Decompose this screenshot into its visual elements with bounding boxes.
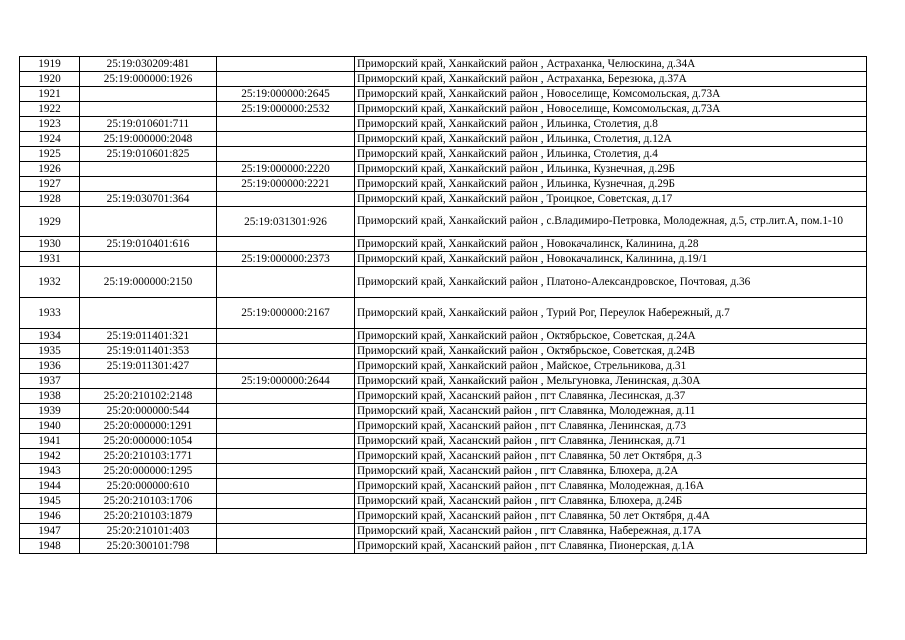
row-number-cell: 1944 bbox=[20, 479, 80, 494]
table-row bbox=[20, 177, 867, 192]
cadastral-number-alt-cell bbox=[217, 434, 355, 449]
cadastral-number-cell: 25:19:010601:711 bbox=[80, 117, 217, 132]
cadastral-number-cell bbox=[80, 177, 217, 192]
row-number-cell: 1940 bbox=[20, 419, 80, 434]
cadastral-number-alt-cell: 25:19:000000:2532 bbox=[217, 102, 355, 117]
row-number-cell: 1936 bbox=[20, 359, 80, 374]
row-number-cell: 1919 bbox=[20, 57, 80, 72]
table-row bbox=[20, 267, 867, 298]
address-cell: Приморский край, Ханкайский район , Ильинка, Столетия, д.12А bbox=[355, 132, 867, 147]
table-row bbox=[20, 132, 867, 147]
cadastral-number-alt-cell bbox=[217, 419, 355, 434]
cadastral-number-alt-cell: 25:19:000000:2373 bbox=[217, 252, 355, 267]
cadastral-number-cell: 25:20:000000:544 bbox=[80, 404, 217, 419]
address-cell: Приморский край, Ханкайский район , Новоселище, Комсомольская, д.73А bbox=[355, 87, 867, 102]
address-cell: Приморский край, Хасанский район , пгт Славянка, Молодежная, д.11 bbox=[355, 404, 867, 419]
cadastral-number-alt-cell bbox=[217, 132, 355, 147]
cadastral-number-alt-cell bbox=[217, 539, 355, 554]
address-cell: Приморский край, Ханкайский район , Октябрьское, Советская, д.24В bbox=[355, 344, 867, 359]
address-cell: Приморский край, Хасанский район , пгт Славянка, Пионерская, д.1А bbox=[355, 539, 867, 554]
row-number-cell: 1938 bbox=[20, 389, 80, 404]
table-row bbox=[20, 494, 867, 509]
table-row bbox=[20, 57, 867, 72]
table-row bbox=[20, 434, 867, 449]
table-row bbox=[20, 102, 867, 117]
row-number-cell: 1937 bbox=[20, 374, 80, 389]
row-number-cell: 1925 bbox=[20, 147, 80, 162]
table-row bbox=[20, 192, 867, 207]
cadastral-number-cell: 25:20:210101:403 bbox=[80, 524, 217, 539]
table-row bbox=[20, 359, 867, 374]
table-row bbox=[20, 464, 867, 479]
address-cell: Приморский край, Ханкайский район , Ильинка, Кузнечная, д.29Б bbox=[355, 162, 867, 177]
cadastral-number-alt-cell: 25:19:000000:2645 bbox=[217, 87, 355, 102]
address-cell: Приморский край, Ханкайский район , Ильинка, Столетия, д.8 bbox=[355, 117, 867, 132]
cadastral-number-alt-cell bbox=[217, 117, 355, 132]
cadastral-number-alt-cell: 25:19:000000:2167 bbox=[217, 298, 355, 329]
cadastral-number-alt-cell bbox=[217, 494, 355, 509]
cadastral-number-alt-cell: 25:19:000000:2644 bbox=[217, 374, 355, 389]
table-row bbox=[20, 237, 867, 252]
row-number-cell: 1927 bbox=[20, 177, 80, 192]
row-number-cell: 1934 bbox=[20, 329, 80, 344]
cadastral-number-alt-cell: 25:19:031301:926 bbox=[217, 207, 355, 237]
row-number-cell: 1930 bbox=[20, 237, 80, 252]
address-cell: Приморский край, Ханкайский район , Мельгуновка, Ленинская, д.30А bbox=[355, 374, 867, 389]
cadastral-number-cell bbox=[80, 102, 217, 117]
row-number-cell: 1928 bbox=[20, 192, 80, 207]
property-registry-table bbox=[19, 56, 867, 554]
row-number-cell: 1935 bbox=[20, 344, 80, 359]
cadastral-number-alt-cell bbox=[217, 72, 355, 87]
cadastral-number-cell bbox=[80, 252, 217, 267]
cadastral-number-cell: 25:19:030209:481 bbox=[80, 57, 217, 72]
row-number-cell: 1943 bbox=[20, 464, 80, 479]
row-number-cell: 1941 bbox=[20, 434, 80, 449]
cadastral-number-cell: 25:20:000000:1054 bbox=[80, 434, 217, 449]
table-row bbox=[20, 72, 867, 87]
address-cell: Приморский край, Ханкайский район , Октябрьское, Советская, д.24А bbox=[355, 329, 867, 344]
cadastral-number-alt-cell bbox=[217, 147, 355, 162]
row-number-cell: 1920 bbox=[20, 72, 80, 87]
address-cell: Приморский край, Хасанский район , пгт Славянка, Блюхера, д.24Б bbox=[355, 494, 867, 509]
cadastral-number-cell: 25:19:000000:2048 bbox=[80, 132, 217, 147]
address-cell: Приморский край, Ханкайский район , Новокачалинск, Калинина, д.19/1 bbox=[355, 252, 867, 267]
row-number-cell: 1939 bbox=[20, 404, 80, 419]
cadastral-number-alt-cell bbox=[217, 344, 355, 359]
address-cell: Приморский край, Ханкайский район , Троицкое, Советская, д.17 bbox=[355, 192, 867, 207]
row-number-cell: 1948 bbox=[20, 539, 80, 554]
cadastral-number-cell bbox=[80, 207, 217, 237]
cadastral-number-cell: 25:19:000000:2150 bbox=[80, 267, 217, 298]
cadastral-number-cell: 25:20:210103:1706 bbox=[80, 494, 217, 509]
row-number-cell: 1933 bbox=[20, 298, 80, 329]
address-cell: Приморский край, Хасанский район , пгт Славянка, 50 лет Октября, д.3 bbox=[355, 449, 867, 464]
table-row bbox=[20, 419, 867, 434]
row-number-cell: 1921 bbox=[20, 87, 80, 102]
row-number-cell: 1926 bbox=[20, 162, 80, 177]
cadastral-number-alt-cell bbox=[217, 524, 355, 539]
table-row bbox=[20, 87, 867, 102]
table-row bbox=[20, 344, 867, 359]
table-row bbox=[20, 404, 867, 419]
table-row bbox=[20, 252, 867, 267]
cadastral-number-cell: 25:20:210102:2148 bbox=[80, 389, 217, 404]
row-number-cell: 1931 bbox=[20, 252, 80, 267]
address-cell: Приморский край, Ханкайский район , Майское, Стрельникова, д.31 bbox=[355, 359, 867, 374]
address-cell: Приморский край, Хасанский район , пгт Славянка, Лесинская, д.37 bbox=[355, 389, 867, 404]
address-cell: Приморский край, Ханкайский район , Ильинка, Кузнечная, д.29Б bbox=[355, 177, 867, 192]
cadastral-number-cell: 25:19:000000:1926 bbox=[80, 72, 217, 87]
table-row bbox=[20, 147, 867, 162]
row-number-cell: 1922 bbox=[20, 102, 80, 117]
table-row bbox=[20, 162, 867, 177]
table-row bbox=[20, 509, 867, 524]
cadastral-number-cell: 25:19:030701:364 bbox=[80, 192, 217, 207]
cadastral-number-cell: 25:19:011301:427 bbox=[80, 359, 217, 374]
cadastral-number-cell: 25:19:010401:616 bbox=[80, 237, 217, 252]
cadastral-number-alt-cell bbox=[217, 389, 355, 404]
table-row bbox=[20, 117, 867, 132]
cadastral-number-cell: 25:19:010601:825 bbox=[80, 147, 217, 162]
cadastral-number-alt-cell bbox=[217, 479, 355, 494]
address-cell: Приморский край, Хасанский район , пгт Славянка, Блюхера, д.2А bbox=[355, 464, 867, 479]
row-number-cell: 1947 bbox=[20, 524, 80, 539]
cadastral-number-cell: 25:19:011401:353 bbox=[80, 344, 217, 359]
cadastral-number-alt-cell bbox=[217, 404, 355, 419]
row-number-cell: 1942 bbox=[20, 449, 80, 464]
cadastral-number-cell: 25:20:210103:1771 bbox=[80, 449, 217, 464]
cadastral-number-cell: 25:19:011401:321 bbox=[80, 329, 217, 344]
cadastral-number-cell: 25:20:000000:610 bbox=[80, 479, 217, 494]
cadastral-number-alt-cell: 25:19:000000:2221 bbox=[217, 177, 355, 192]
table-row bbox=[20, 539, 867, 554]
address-cell: Приморский край, Ханкайский район , Платоно-Александровское, Почтовая, д.36 bbox=[355, 267, 867, 298]
address-cell: Приморский край, Ханкайский район , Астраханка, Челюскина, д.34А bbox=[355, 57, 867, 72]
cadastral-number-cell: 25:20:300101:798 bbox=[80, 539, 217, 554]
cadastral-number-cell: 25:20:210103:1879 bbox=[80, 509, 217, 524]
cadastral-number-alt-cell bbox=[217, 237, 355, 252]
row-number-cell: 1929 bbox=[20, 207, 80, 237]
cadastral-number-alt-cell bbox=[217, 192, 355, 207]
cadastral-number-cell bbox=[80, 162, 217, 177]
cadastral-number-alt-cell bbox=[217, 449, 355, 464]
address-cell: Приморский край, Ханкайский район , Новокачалинск, Калинина, д.28 bbox=[355, 237, 867, 252]
address-cell: Приморский край, Ханкайский район , Астраханка, Березюка, д.37А bbox=[355, 72, 867, 87]
cadastral-number-alt-cell bbox=[217, 509, 355, 524]
address-cell: Приморский край, Ханкайский район , Турий Рог, Переулок Набережный, д.7 bbox=[355, 298, 867, 329]
address-cell: Приморский край, Ханкайский район , Новоселище, Комсомольская, д.73А bbox=[355, 102, 867, 117]
cadastral-number-cell bbox=[80, 374, 217, 389]
table-row bbox=[20, 329, 867, 344]
cadastral-number-alt-cell bbox=[217, 267, 355, 298]
cadastral-number-cell: 25:20:000000:1291 bbox=[80, 419, 217, 434]
table-row bbox=[20, 479, 867, 494]
row-number-cell: 1946 bbox=[20, 509, 80, 524]
row-number-cell: 1932 bbox=[20, 267, 80, 298]
table-row bbox=[20, 524, 867, 539]
table-body bbox=[20, 57, 867, 554]
cadastral-number-cell: 25:20:000000:1295 bbox=[80, 464, 217, 479]
cadastral-number-cell bbox=[80, 298, 217, 329]
table-row bbox=[20, 298, 867, 329]
table-row bbox=[20, 389, 867, 404]
address-cell: Приморский край, Хасанский район , пгт Славянка, 50 лет Октября, д.4А bbox=[355, 509, 867, 524]
row-number-cell: 1945 bbox=[20, 494, 80, 509]
address-cell: Приморский край, Хасанский район , пгт Славянка, Молодежная, д.16А bbox=[355, 479, 867, 494]
address-cell: Приморский край, Хасанский район , пгт Славянка, Набережная, д.17А bbox=[355, 524, 867, 539]
table-row bbox=[20, 449, 867, 464]
address-cell: Приморский край, Ханкайский район , Ильинка, Столетия, д.4 bbox=[355, 147, 867, 162]
address-cell: Приморский край, Хасанский район , пгт Славянка, Ленинская, д.73 bbox=[355, 419, 867, 434]
table-row bbox=[20, 374, 867, 389]
row-number-cell: 1924 bbox=[20, 132, 80, 147]
row-number-cell: 1923 bbox=[20, 117, 80, 132]
cadastral-number-alt-cell bbox=[217, 359, 355, 374]
address-cell: Приморский край, Хасанский район , пгт Славянка, Ленинская, д.71 bbox=[355, 434, 867, 449]
cadastral-number-alt-cell bbox=[217, 329, 355, 344]
address-cell: Приморский край, Ханкайский район , с.Владимиро-Петровка, Молодежная, д.5, стр.лит.А, пом.1-10 bbox=[355, 207, 867, 237]
cadastral-number-alt-cell: 25:19:000000:2220 bbox=[217, 162, 355, 177]
cadastral-number-cell bbox=[80, 87, 217, 102]
cadastral-number-alt-cell bbox=[217, 464, 355, 479]
table-row bbox=[20, 207, 867, 237]
cadastral-number-alt-cell bbox=[217, 57, 355, 72]
